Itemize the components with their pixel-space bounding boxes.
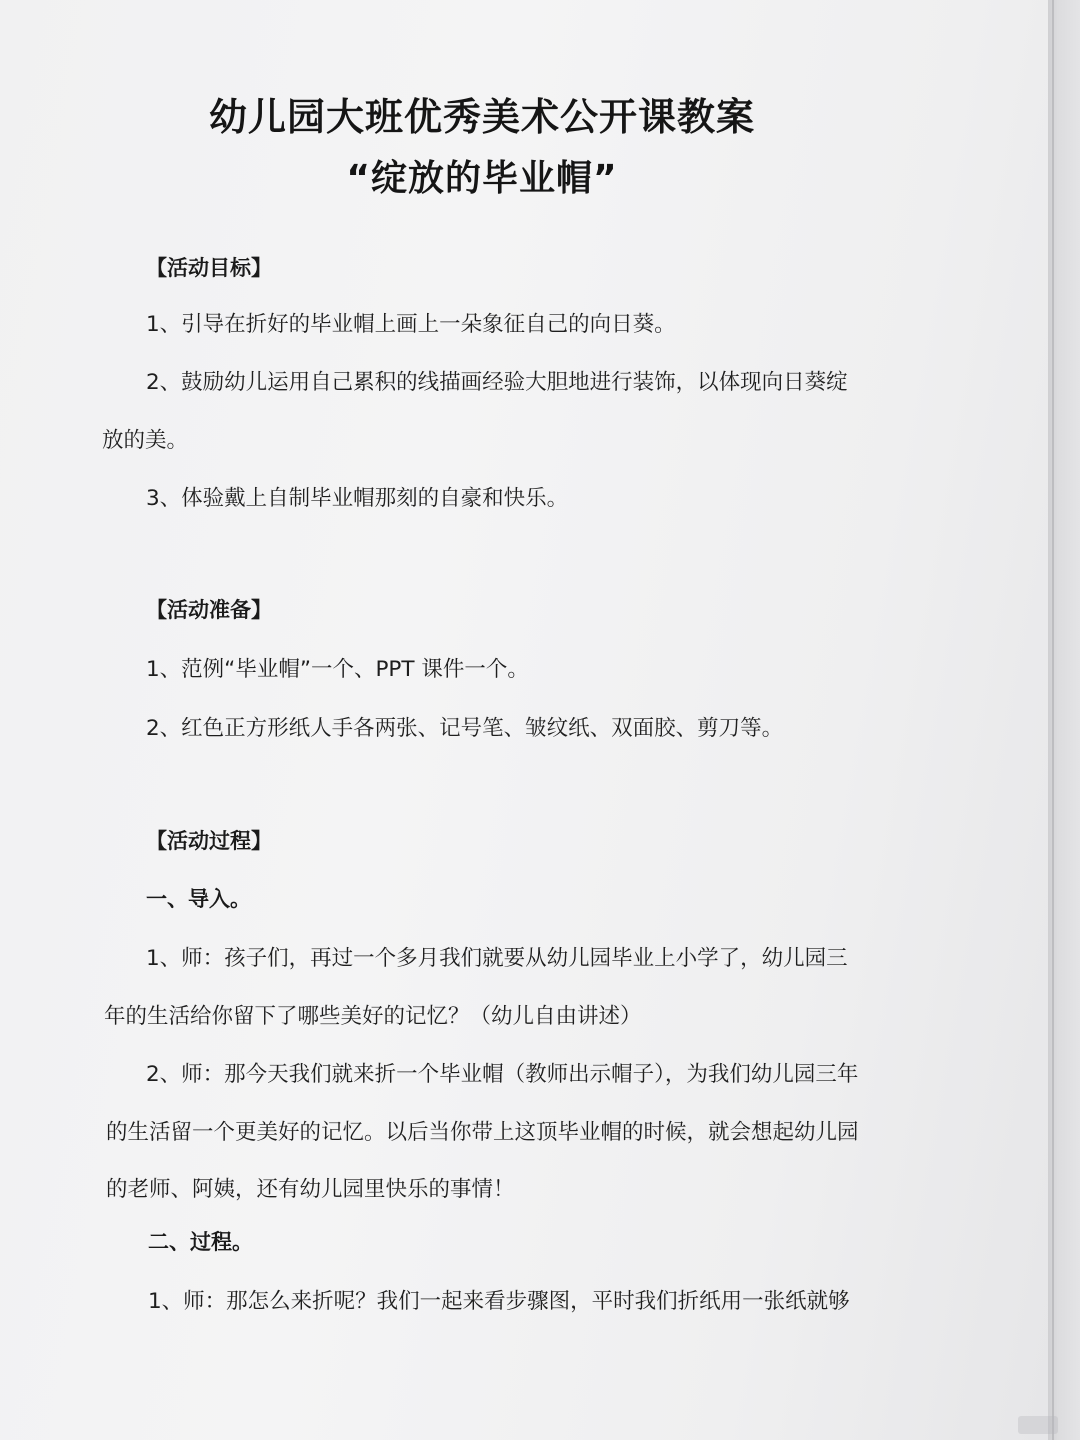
section-heading-process: 【活动过程】 [146, 829, 272, 853]
goal-item-3: 3、体验戴上自制毕业帽那刻的自豪和快乐。 [146, 486, 569, 511]
goal-item-2-continued: 放的美。 [102, 428, 189, 453]
section-heading-goals: 【活动目标】 [146, 256, 272, 280]
document-subtitle: “绽放的毕业帽” [346, 158, 618, 199]
watermark [1018, 1416, 1058, 1434]
process-part2-line-1: 1、师：那怎么来折呢？我们一起来看步骤图，平时我们折纸用一张纸就够 [148, 1289, 850, 1314]
process-part2-heading: 二、过程。 [148, 1230, 253, 1254]
prep-item-1: 1、范例“毕业帽”一个、PPT 课件一个。 [146, 657, 529, 682]
goal-item-2: 2、鼓励幼儿运用自己累积的线描画经验大胆地进行装饰，以体现向日葵绽 [146, 370, 848, 395]
process-part1-line-5: 的老师、阿姨，还有幼儿园里快乐的事情！ [106, 1177, 515, 1202]
process-part1-line-2: 年的生活给你留下了哪些美好的记忆？（幼儿自由讲述） [104, 1004, 642, 1029]
process-part1-line-4: 的生活留一个更美好的记忆。以后当你带上这顶毕业帽的时候，就会想起幼儿园 [106, 1120, 859, 1145]
document-title: 幼儿园大班优秀美术公开课教案 [208, 95, 755, 139]
goal-item-1: 1、引导在折好的毕业帽上画上一朵象征自己的向日葵。 [146, 312, 676, 337]
process-part1-line-1: 1、师：孩子们，再过一个多月我们就要从幼儿园毕业上小学了，幼儿园三 [146, 946, 848, 971]
paper-edge-line [1052, 0, 1054, 1440]
prep-item-2: 2、红色正方形纸人手各两张、记号笔、皱纹纸、双面胶、剪刀等。 [146, 716, 784, 741]
process-part1-heading: 一、导入。 [146, 887, 251, 911]
process-part1-line-3: 2、师：那今天我们就来折一个毕业帽（教师出示帽子），为我们幼儿园三年 [146, 1062, 859, 1087]
section-heading-prep: 【活动准备】 [146, 598, 272, 622]
